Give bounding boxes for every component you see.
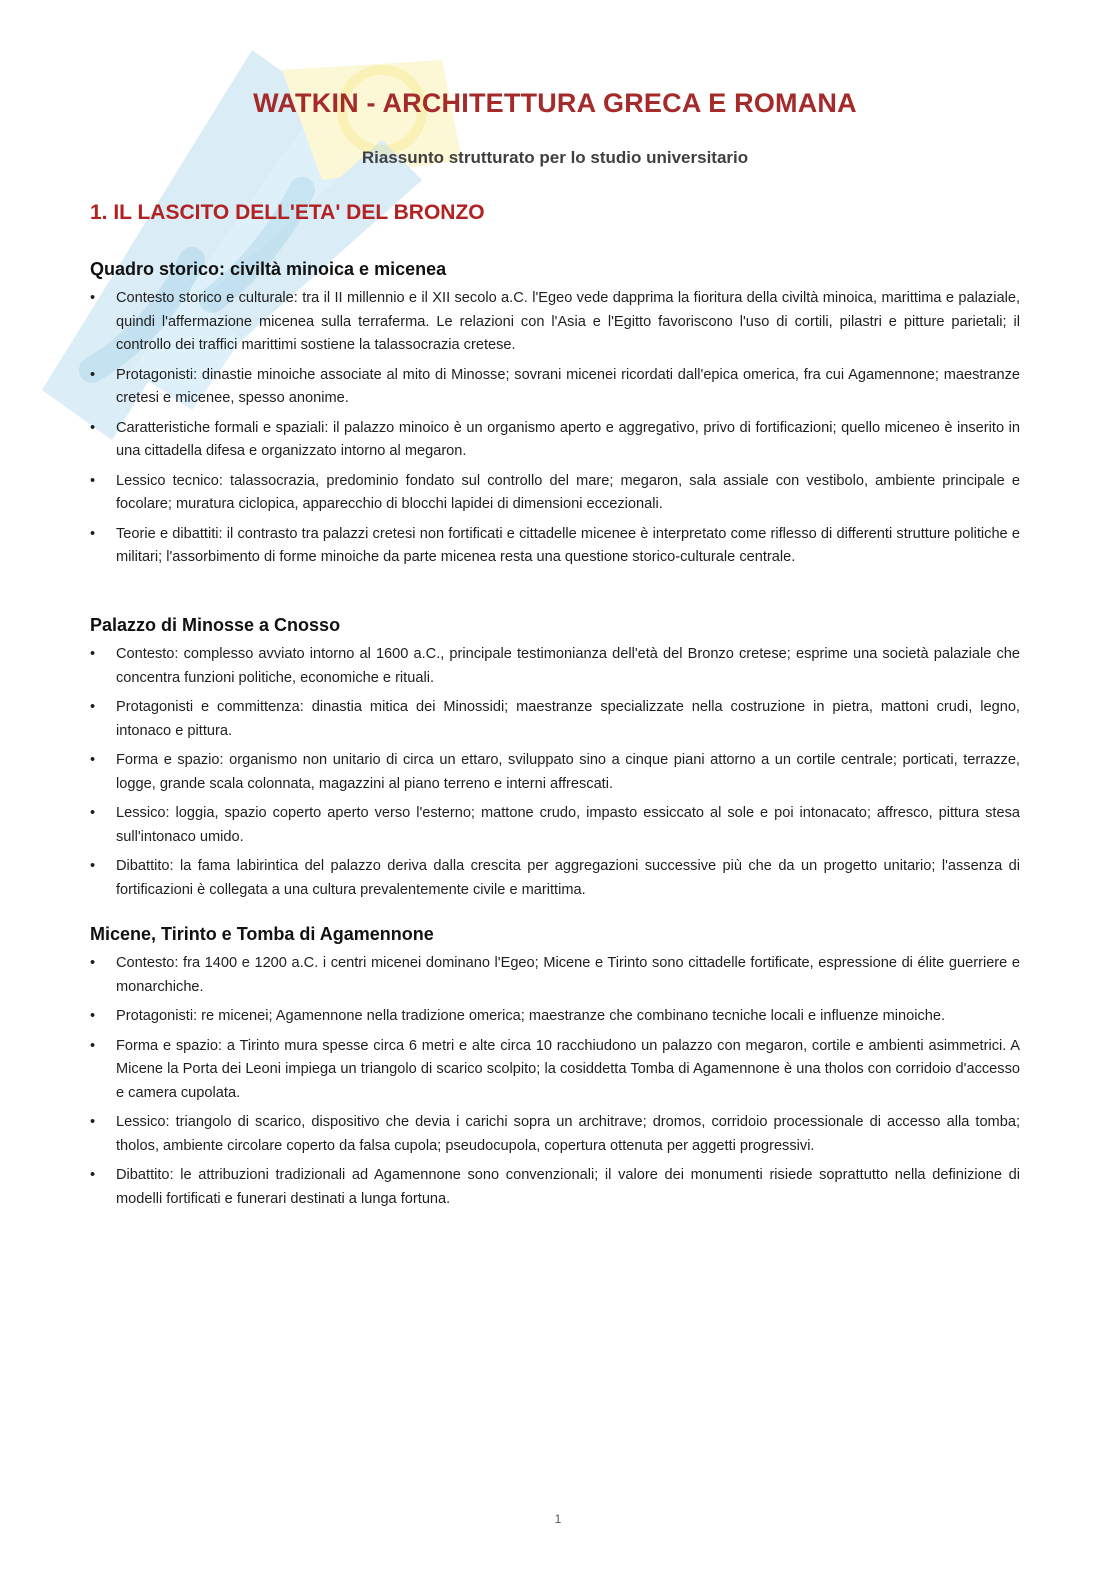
subsection-quadro-storico	[90, 258, 1020, 576]
bullet-icon: •	[90, 419, 96, 436]
page-number: 1	[554, 1512, 562, 1526]
list-item	[90, 364, 1020, 411]
bullet-icon: •	[90, 472, 96, 489]
list-item	[90, 802, 1020, 849]
list-item	[90, 1164, 1020, 1211]
bullet-icon: •	[90, 1167, 96, 1183]
subsection-micene-tirinto	[90, 923, 1020, 1217]
bullet-list	[90, 952, 1020, 1211]
bullet-icon: •	[90, 290, 96, 306]
bullet-icon: •	[90, 646, 96, 662]
list-item	[90, 749, 1020, 796]
list-item	[90, 287, 1020, 358]
list-item	[90, 1035, 1020, 1106]
bullet-icon: •	[90, 1037, 96, 1054]
bullet-icon: •	[90, 525, 96, 542]
bullet-icon: •	[90, 805, 96, 821]
subsection-palazzo-minosse	[90, 614, 1020, 908]
bullet-icon: •	[90, 366, 96, 383]
list-item-text: Dibattito: le attribuzioni tradizionali ad Agamennone sono convenzionali; il valore dei monumenti risiede soprattutto nella definizione di modelli fortificati e funerari destinati a lunga fortuna.	[116, 1167, 1020, 1207]
list-item-text: Contesto: complesso avviato intorno al 1600 a.C., principale testimonianza dell'età del Bronzo cretese; esprime una società palaziale che concentra funzioni politiche, economiche e rituali.	[116, 646, 1020, 686]
subsection-title: Palazzo di Minosse a Cnosso	[90, 615, 341, 635]
bullet-icon: •	[90, 1008, 96, 1024]
subsection-title: Micene, Tirinto e Tomba di Agamennone	[90, 924, 434, 944]
list-item	[90, 696, 1020, 743]
list-item	[90, 1111, 1020, 1158]
list-item	[90, 470, 1020, 517]
list-item-text: Lessico tecnico: talassocrazia, predominio fondato sul controllo del mare; megaron, sala assiale con vestibolo, ambiente principale e focolare; muratura ciclopica, apparecchio di blocchi lapidei di dimensioni eccezionali.	[116, 472, 1020, 512]
list-item-text: Dibattito: la fama labirintica del palazzo deriva dalla crescita per aggregazioni successive più che da un progetto unitario; l'assenza di fortificazioni è collegata a una cultura prevalentemente civile e marittima.	[116, 858, 1020, 898]
list-item-text: Lessico: triangolo di scarico, dispositivo che devia i carichi sopra un architrave; dromos, corridoio processionale di accesso alla tomba; tholos, ambiente circolare coperto da falsa cupola; pseudocupola, copertura ottenuta per aggetti progressivi.	[116, 1114, 1020, 1154]
bullet-icon: •	[90, 1114, 96, 1130]
list-item-text: Forma e spazio: a Tirinto mura spesse circa 6 metri e alte circa 10 racchiudono un palazzo con megaron, cortile e ambienti asimmetrici. A Micene la Porta dei Leoni impiega un triangolo di scarico scolpito; la cosiddetta Tomba di Agamennone è una tholos con corridoio d'accesso e camera cupolata.	[116, 1037, 1020, 1101]
list-item-text: Protagonisti: re micenei; Agamennone nella tradizione omerica; maestranze che combinano tecniche locali e influenze minoiche.	[116, 1008, 946, 1024]
bullet-icon: •	[90, 858, 96, 874]
list-item-text: Teorie e dibattiti: il contrasto tra palazzi cretesi non fortificati e cittadelle micenee è interpretato come riflesso di differenti strutture politiche e militari; l'assorbimento di forme minoiche da parte micenea resta una questione storico-culturale centrale.	[116, 525, 1020, 565]
bullet-icon: •	[90, 699, 96, 715]
document-subtitle: Riassunto strutturato per lo studio universitario	[361, 148, 749, 167]
list-item	[90, 1005, 1020, 1029]
list-item	[90, 952, 1020, 999]
list-item-text: Caratteristiche formali e spaziali: il palazzo minoico è un organismo aperto e aggregativo, privo di fortificazioni; quello miceneo è inserito in una cittadella difesa e organizzato intorno al megaron.	[116, 419, 1020, 459]
section-title: 1. IL LASCITO DELL'ETA' DEL BRONZO	[90, 201, 485, 224]
bullet-list	[90, 287, 1020, 570]
list-item	[90, 855, 1020, 902]
list-item-text: Contesto storico e culturale: tra il II millennio e il XII secolo a.C. l'Egeo vede dapprima la fioritura della civiltà minoica, marittima e palaziale, quindi l'affermazione micenea sulla terraferma. Le relazioni con l'Asia e l'Egitto favoriscono l'uso di cortili, pilastri e pitture parietali; il controllo dei traffici marittimi sostiene la talassocrazia cretese.	[116, 290, 1020, 353]
list-item-text: Lessico: loggia, spazio coperto aperto verso l'esterno; mattone crudo, impasto essiccato al sole e poi intonacato; affresco, pittura stesa sull'intonaco umido.	[116, 805, 1020, 845]
list-item-text: Forma e spazio: organismo non unitario di circa un ettaro, sviluppato sino a cinque piani attorno a un cortile centrale; porticati, terrazze, logge, grande scala colonnata, magazzini al piano terreno e interni affrescati.	[116, 752, 1020, 792]
document-title: WATKIN - ARCHITETTURA GRECA E ROMANA	[253, 88, 857, 118]
list-item	[90, 523, 1020, 570]
bullet-icon: •	[90, 752, 96, 768]
list-item-text: Protagonisti e committenza: dinastia mitica dei Minossidi; maestranze specializzate nella costruzione in pietra, mattoni crudi, legno, intonaco e pittura.	[116, 699, 1020, 739]
list-item	[90, 643, 1020, 690]
list-item-text: Protagonisti: dinastie minoiche associate al mito di Minosse; sovrani micenei ricordati dall'epica omerica, fra cui Agamennone; maestranze cretesi e micenee, spesso anonime.	[116, 366, 1020, 406]
list-item-text: Contesto: fra 1400 e 1200 a.C. i centri micenei dominano l'Egeo; Micene e Tirinto sono cittadelle fortificate, espressione di élite guerriere e monarchiche.	[116, 955, 1020, 995]
subsection-title: Quadro storico: civiltà minoica e micenea	[90, 259, 447, 279]
list-item	[90, 417, 1020, 464]
bullet-list	[90, 643, 1020, 902]
bullet-icon: •	[90, 955, 96, 971]
